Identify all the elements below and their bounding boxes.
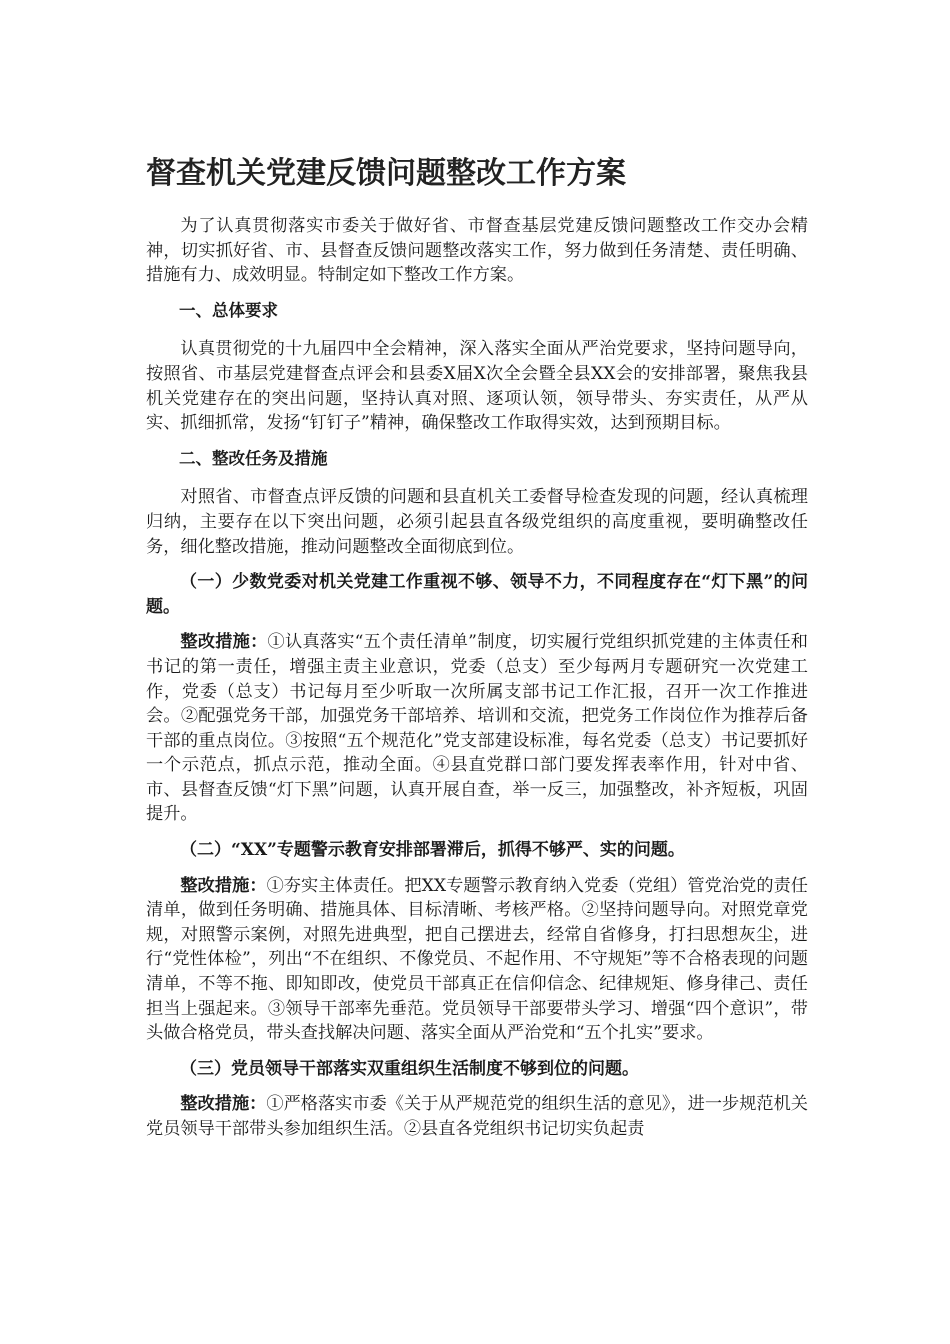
measures-label: 整改措施： [180, 875, 267, 896]
measures-paragraph-1 [146, 630, 808, 827]
measures-text: ①夯实主体责任。把XX专题警示教育纳入党委（党组）管党治党的责任清单，做到任务明确、措施具体、目标清晰、考核严格。②坚持问题导向。对照党章党规，对照警示案例，对照先进典型，把自己摆进去，经常自省修身，打扫思想灰尘，进行“党性体检”，列出“不在组织、不像党员、不起作用、不守规矩”等不合格表现的问题清单，不等不拖、即知即改，使党员干部真正在信仰信念、纪律规矩、修身律己、责任担当上强起来。③领导干部率先垂范。党员领导干部要带头学习、增强“四个意识”，带头做合格党员，带头查找解决问题、落实全面从严治党和“五个扎实”要求。 [146, 875, 808, 1044]
measures-label: 整改措施： [180, 1094, 267, 1115]
measures-paragraph-2 [146, 874, 808, 1046]
general-requirements-paragraph: 认真贯彻党的十九届四中全会精神，深入落实全面从严治党要求，坚持问题导向，按照省、市基层党建督查点评会和县委X届X次全会暨全县XX会的安排部署，聚焦我县机关党建存在的突出问题，坚持认真对照、逐项认领，领导带头、夯实责任，从严从实、抓细抓常，发扬“钉钉子”精神，确保整改工作取得实效，达到预期目标。 [146, 339, 808, 434]
issue-heading-1: （一）少数党委对机关党建工作重视不够、领导不力，不同程度存在“灯下黑”的问题。 [146, 572, 808, 617]
issue-heading-2: （二）“XX”专题警示教育安排部署滞后，抓得不够严、实的问题。 [180, 840, 685, 861]
document-title: 督查机关党建反馈问题整改工作方案 [146, 156, 626, 191]
issue-heading-3: （三）党员领导干部落实双重组织生活制度不够到位的问题。 [180, 1058, 639, 1079]
tasks-paragraph: 对照省、市督查点评反馈的问题和县直机关工委督导检查发现的问题，经认真梳理归纳，主要存在以下突出问题，必须引起县直各级党组织的高度重视，要明确整改任务，细化整改措施，推动问题整改全面彻底到位。 [146, 487, 808, 557]
section-heading-tasks: 二、整改任务及措施 [179, 448, 328, 468]
measures-label: 整改措施： [180, 632, 268, 653]
measures-text: ①认真落实“五个责任清单”制度，切实履行党组织抓党建的主体责任和书记的第一责任，增强主责主业意识，党委（总支）至少每两月专题研究一次党建工作，党委（总支）书记每月至少听取一次所属支部书记工作汇报，召开一次工作推进会。②配强党务干部，加强党务干部培养、培训和交流，把党务工作岗位作为推荐后备干部的重点岗位。③按照“五个规范化”党支部建设标准，每名党委（总支）书记要抓好一个示范点，抓点示范，推动全面。④县直党群口部门要发挥表率作用，针对中省、市、县督查反馈“灯下黑”问题，认真开展自查，举一反三，加强整改，补齐短板，巩固提升。 [146, 632, 808, 825]
intro-paragraph: 为了认真贯彻落实市委关于做好省、市督查基层党建反馈问题整改工作交办会精神，切实抓好省、市、县督查反馈问题整改落实工作，努力做到任务清楚、责任明确、措施有力、成效明显。特制定如下整改工作方案。 [146, 216, 808, 286]
document-content [146, 152, 808, 1153]
section-heading-general: 一、总体要求 [179, 300, 278, 320]
measures-text: ①严格落实市委《关于从严规范党的组织生活的意见》，进一步规范机关党员领导干部带头参加组织生活。②县直各党组织书记切实负起责 [146, 1094, 808, 1139]
measures-paragraph-3 [146, 1092, 808, 1141]
